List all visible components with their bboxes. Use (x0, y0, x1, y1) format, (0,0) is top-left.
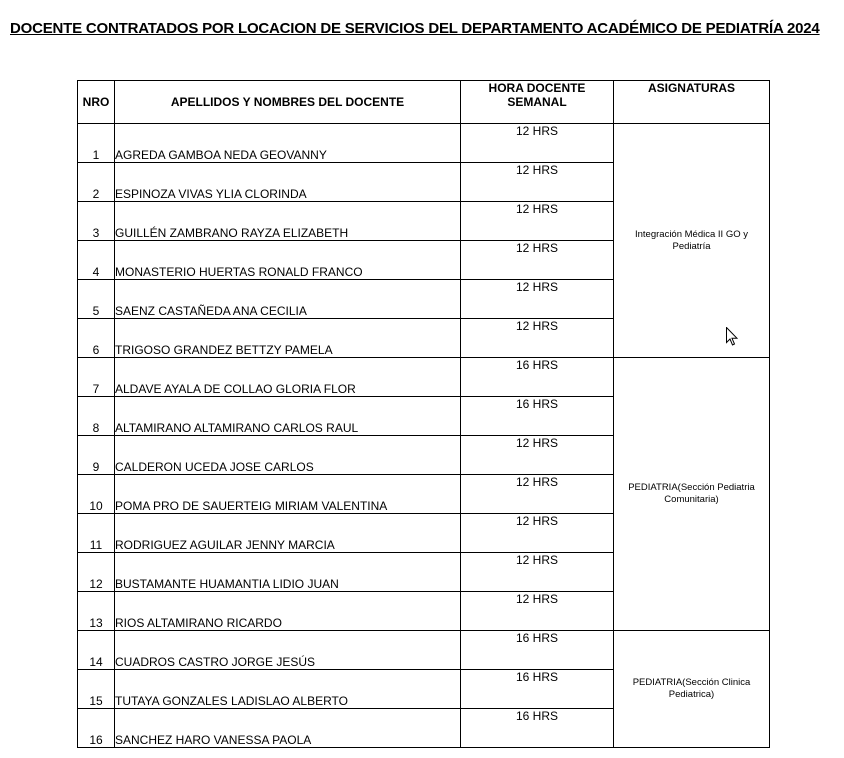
subject-cell-integracion (614, 124, 770, 358)
row-hours: 12 HRS (461, 319, 614, 358)
subject-line1: PEDIATRIA(Sección Pediatria (628, 482, 755, 493)
row-name: SAENZ CASTAÑEDA ANA CECILIA (115, 280, 461, 319)
row-hours: 16 HRS (461, 358, 614, 397)
row-hours: 12 HRS (461, 592, 614, 631)
table-row (78, 124, 770, 163)
subject-line2: Comunitaria) (664, 494, 719, 505)
subject-line2: Pediatrica) (668, 689, 715, 700)
row-nro: 2 (78, 163, 115, 202)
row-nro: 11 (78, 514, 115, 553)
row-nro: 15 (78, 670, 115, 709)
mouse-pointer-icon (726, 327, 738, 346)
header-hours-line2: SEMANAL (507, 95, 567, 109)
row-name: CALDERON UCEDA JOSE CARLOS (115, 436, 461, 475)
row-hours: 12 HRS (461, 553, 614, 592)
row-hours: 12 HRS (461, 514, 614, 553)
row-name: TUTAYA GONZALES LADISLAO ALBERTO (115, 670, 461, 709)
row-nro: 8 (78, 397, 115, 436)
row-hours: 12 HRS (461, 280, 614, 319)
subject-cell-pediatria-comunitaria (614, 358, 770, 631)
row-nro: 7 (78, 358, 115, 397)
row-nro: 9 (78, 436, 115, 475)
subject-line1: Integración Médica II GO y (635, 228, 748, 240)
row-name: POMA PRO DE SAUERTEIG MIRIAM VALENTINA (115, 475, 461, 514)
row-hours: 12 HRS (461, 163, 614, 202)
row-hours: 12 HRS (461, 124, 614, 163)
row-nro: 6 (78, 319, 115, 358)
row-name: ALDAVE AYALA DE COLLAO GLORIA FLOR (115, 358, 461, 397)
row-name: MONASTERIO HUERTAS RONALD FRANCO (115, 241, 461, 280)
document-title: DOCENTE CONTRATADOS POR LOCACION DE SERVICIOS DEL DEPARTAMENTO ACADÉMICO DE PEDIATRÍA 2024 (10, 20, 820, 37)
subject-line2: Pediatría (672, 240, 711, 252)
header-name: APELLIDOS Y NOMBRES DEL DOCENTE (115, 81, 461, 124)
header-hours-line1: HORA DOCENTE (488, 81, 586, 95)
row-hours: 16 HRS (461, 397, 614, 436)
header-subject: ASIGNATURAS (614, 81, 770, 124)
row-hours: 12 HRS (461, 202, 614, 241)
row-name: TRIGOSO GRANDEZ BETTZY PAMELA (115, 319, 461, 358)
staff-table (77, 80, 770, 748)
row-nro: 10 (78, 475, 115, 514)
subject-line1: PEDIATRIA(Sección Clinica (632, 677, 751, 688)
table-row (78, 358, 770, 397)
row-name: BUSTAMANTE HUAMANTIA LIDIO JUAN (115, 553, 461, 592)
row-hours: 12 HRS (461, 475, 614, 514)
row-name: RODRIGUEZ AGUILAR JENNY MARCIA (115, 514, 461, 553)
row-hours: 16 HRS (461, 670, 614, 709)
row-name: CUADROS CASTRO JORGE JESÚS (115, 631, 461, 670)
row-name: ALTAMIRANO ALTAMIRANO CARLOS RAUL (115, 397, 461, 436)
row-hours: 16 HRS (461, 631, 614, 670)
subject-cell-pediatria-clinica (614, 631, 770, 748)
row-hours: 12 HRS (461, 436, 614, 475)
row-nro: 14 (78, 631, 115, 670)
row-nro: 12 (78, 553, 115, 592)
row-name: GUILLÉN ZAMBRANO RAYZA ELIZABETH (115, 202, 461, 241)
row-hours: 12 HRS (461, 241, 614, 280)
row-nro: 13 (78, 592, 115, 631)
table-header-row (78, 81, 770, 124)
row-nro: 4 (78, 241, 115, 280)
row-nro: 5 (78, 280, 115, 319)
row-hours: 16 HRS (461, 709, 614, 748)
row-name: RIOS ALTAMIRANO RICARDO (115, 592, 461, 631)
header-nro: NRO (78, 81, 115, 124)
row-nro: 1 (78, 124, 115, 163)
row-nro: 16 (78, 709, 115, 748)
table-row (78, 631, 770, 670)
row-name: ESPINOZA VIVAS YLIA CLORINDA (115, 163, 461, 202)
row-name: SANCHEZ HARO VANESSA PAOLA (115, 709, 461, 748)
header-hours (461, 81, 614, 124)
row-nro: 3 (78, 202, 115, 241)
row-name: AGREDA GAMBOA NEDA GEOVANNY (115, 124, 461, 163)
